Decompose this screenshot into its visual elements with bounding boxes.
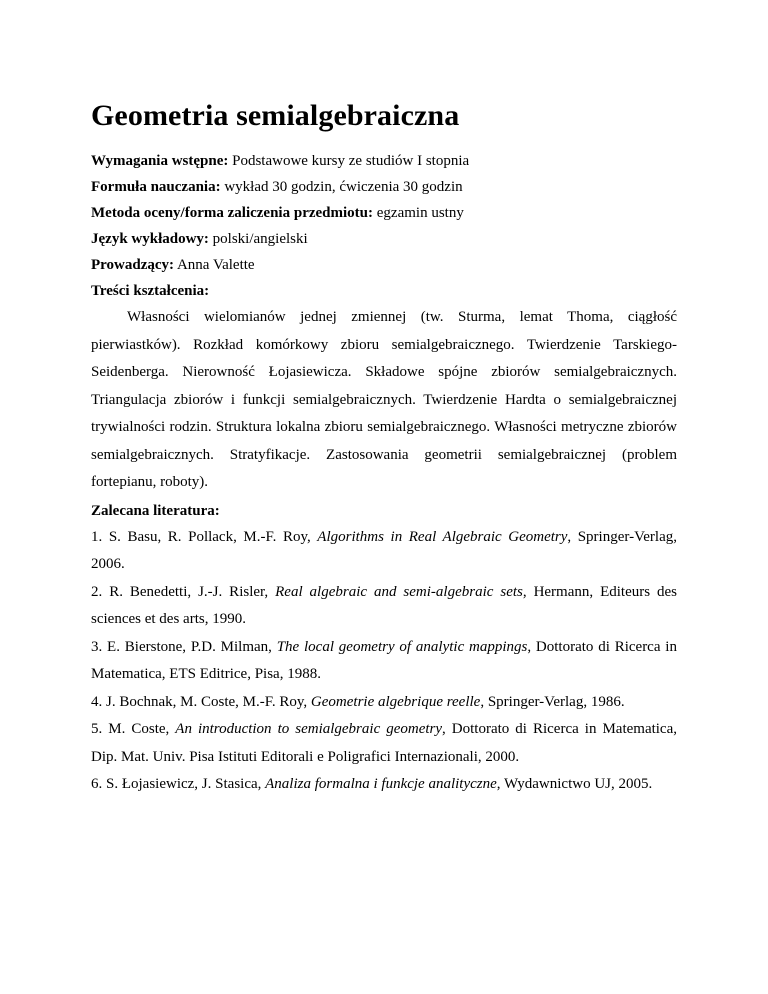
literature-authors: 2. R. Benedetti, J.-J. Risler,	[91, 583, 276, 600]
literature-authors: 5. M. Coste,	[91, 721, 176, 737]
literature-list	[91, 524, 677, 799]
meta-value: polski/angielski	[208, 231, 308, 247]
literature-authors: 4. J. Bochnak, M. Coste, M.-F. Roy,	[91, 693, 311, 710]
literature-publisher: , Springer-Verlag, 2006.	[91, 528, 677, 572]
literature-item	[91, 716, 677, 771]
meta-value: wykład 30 godzin, ćwiczenia 30 godzin	[220, 179, 463, 195]
literature-title: Real algebraic and semi-algebraic sets	[275, 583, 523, 600]
literature-title: Analiza formalna i funkcje analityczne	[265, 776, 497, 792]
literature-publisher: , Hermann, Editeurs des sciences et des arts, 1990.	[91, 583, 678, 627]
literature-item	[91, 771, 677, 799]
literature-authors: 1. S. Basu, R. Pollack, M.-F. Roy,	[91, 528, 318, 545]
meta-value: egzamin ustny	[373, 205, 464, 221]
meta-row-teaching-format	[91, 174, 677, 200]
literature-title: Algorithms in Real Algebraic Geometry	[317, 528, 568, 545]
meta-row-language	[91, 226, 677, 252]
document-page	[91, 94, 677, 799]
meta-value: Anna Valette	[174, 257, 255, 273]
literature-item	[91, 689, 677, 717]
literature-publisher: , Springer-Verlag, 1986.	[480, 693, 625, 710]
literature-item	[91, 634, 677, 689]
meta-label: Formuła nauczania:	[91, 179, 221, 195]
literature-authors: 3. E. Bierstone, P.D. Milman,	[91, 638, 277, 655]
meta-row-requirements	[91, 148, 677, 174]
content-paragraph: Własności wielomianów jednej zmiennej (tw. Sturma, lemat Thoma, ciągłość pierwiastków). Rozkład komórkowy zbioru semialgebraicznego. Twierdzenie Tarskiego-Seidenberga. Nierowność Łojasiewicza. Składowe spójne zbiorów semialgebraicznych. Triangulacja zbiorów i funkcji semialgebraicznych. Twierdzenie Hardta o semialgebraicznej trywialności rodzin. Struktura lokalna zbioru semialgebraicznego. Własności metryczne zbiorów semialgebraicznych. Stratyfikacje. Zastosowania geometrii semialgebraicznej (problem fortepianu, roboty).	[91, 309, 677, 490]
literature-item	[91, 524, 677, 579]
literature-publisher: , Dottorato di Ricerca in Matematica, ETS Editrice, Pisa, 1988.	[91, 638, 677, 682]
literature-title: Geometrie algebrique reelle	[310, 693, 481, 710]
literature-publisher: , Wydawnictwo UJ, 2005.	[496, 776, 653, 792]
literature-heading: Zalecana literatura:	[91, 502, 220, 519]
course-meta	[91, 148, 677, 278]
literature-item	[91, 579, 677, 634]
meta-value: Podstawowe kursy ze studiów I stopnia	[228, 153, 470, 169]
literature-authors: 6. S. Łojasiewicz, J. Stasica,	[91, 776, 266, 792]
meta-row-lecturer	[91, 252, 677, 278]
meta-label: Wymagania wstępne:	[91, 153, 229, 169]
literature-title: The local geometry of analytic mappings	[276, 638, 528, 655]
literature-publisher: , Dottorato di Ricerca in Matematica, Dip. Mat. Univ. Pisa Istituti Editorali e Poligrafici Internazionali, 2000.	[91, 721, 677, 765]
meta-label: Prowadzący:	[91, 257, 175, 273]
meta-label: Język wykładowy:	[91, 231, 209, 247]
meta-row-assessment	[91, 200, 677, 226]
content-heading: Treści kształcenia:	[91, 283, 210, 299]
meta-label: Metoda oceny/forma zaliczenia przedmiotu:	[91, 205, 374, 221]
literature-title: An introduction to semialgebraic geometry	[175, 721, 443, 737]
document-title: Geometria semialgebraiczna	[91, 99, 460, 132]
